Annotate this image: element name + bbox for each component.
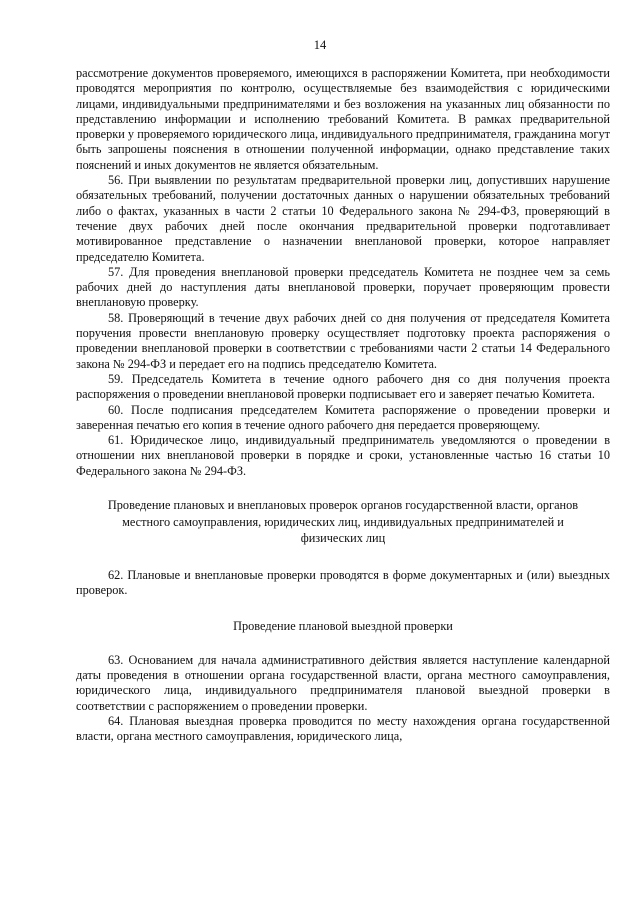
paragraph-59: 59. Председатель Комитета в течение одного рабочего дня со дня получения проекта распоряжения о проведении внеплановой проверки подписывает его и заверяет печатью Комитета. [76,371,610,402]
paragraph-61: 61. Юридическое лицо, индивидуальный предприниматель уведомляются о проведении в отношении них внеплановой проверки в порядке и сроки, установленные частью 16 статьи 10 Федерального закона № 294-ФЗ. [76,433,610,478]
section-heading-planned-field-inspection: Проведение плановой выездной проверки [233,619,453,634]
paragraph-58: 58. Проверяющий в течение двух рабочих дней со дня получения от председателя Комитета поручения провести внеплановую проверку осуществляет подготовку проекта распоряжения о проведении внеплановой проверки в соответствии с требованиями части 2 статьи 14 Федерального закона № 294-ФЗ и передает его на подпись председателю Комитета. [76,310,610,371]
section-heading-inspections: Проведение плановых и внеплановых проверок органов государственной власти, органов местного самоуправления, юридических лиц, индивидуальных предпринимателей и физических лиц [107,498,579,546]
document-body [76,66,610,744]
paragraph-60: 60. После подписания председателем Комитета распоряжение о проведении проверки и заверенная печатью его копия в течение одного рабочего дня передается проверяющему. [76,402,610,432]
paragraph-56: 56. При выявлении по результатам предварительной проверки лиц, допустивших нарушение обязательных требований, получении достаточных данных о нарушении обязательных требований либо о фактах, указанных в части 2 статьи 10 Федерального закона № 294-ФЗ, проверяющий в течение двух рабочих дней после окончания предварительной проверки подготавливает мотивированное представление о назначении внеплановой проверки, которое направляет председателю Комитета. [76,173,610,264]
paragraph-62: 62. Плановые и внеплановые проверки проводятся в форме документарных и (или) выездных проверок. [76,567,610,597]
paragraph-continuation: рассмотрение документов проверяемого, имеющихся в распоряжении Комитета, при необходимости проводятся мероприятия по контролю, осуществляемые без взаимодействия с юридическими лицами, индивидуальными предпринимателями и без возложения на указанных лиц обязанности по представлению информации и исполнению требований Комитета. В рамках предварительной проверки у проверяемого юридического лица, индивидуального предпринимателя, гражданина могут быть запрошены пояснения в отношении полученной информации, однако представление таких пояснений и иных документов не является обязательным. [76,66,610,172]
paragraph-63: 63. Основанием для начала административного действия является наступление календарной даты проведения в отношении органа государственной власти, органа местного самоуправления, юридического лица, индивидуального предпринимателя плановой выездной проверки в соответствии с распоряжением о проведении проверки. [76,652,610,713]
page-number: 14 [313,38,327,52]
paragraph-57: 57. Для проведения внеплановой проверки председатель Комитета не позднее чем за семь рабочих дней до наступления даты внеплановой проверки, поручает проверяющим провести внеплановую проверку. [76,264,610,310]
paragraph-64: 64. Плановая выездная проверка проводится по месту нахождения органа государственной власти, органа местного самоуправления, юридического лица, [76,713,610,744]
